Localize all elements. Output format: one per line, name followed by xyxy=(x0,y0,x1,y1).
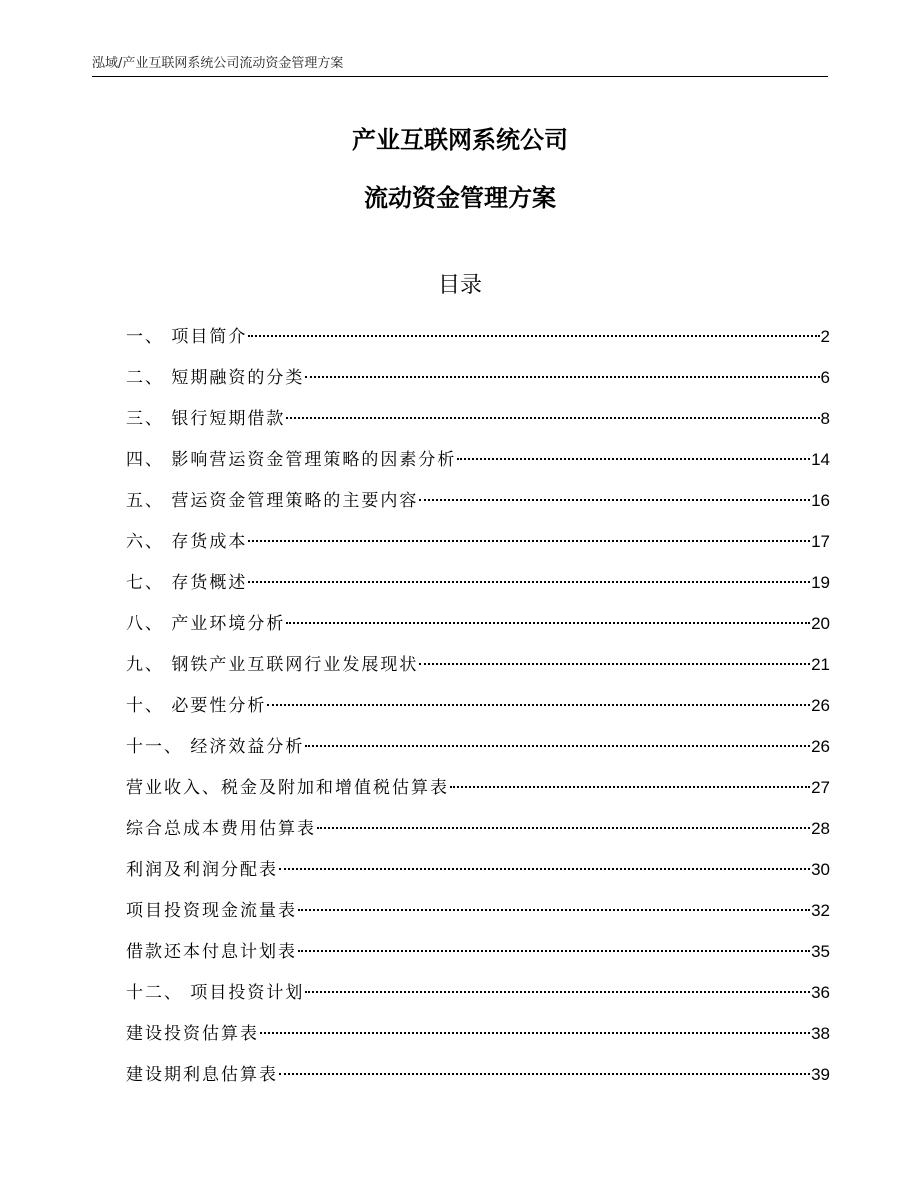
toc-entry-label: 十二、 项目投资计划 xyxy=(126,983,305,1003)
toc-entry[interactable] xyxy=(126,484,830,525)
toc-entry-label: 六、 存货成本 xyxy=(126,532,248,552)
toc-dot-leader xyxy=(298,950,810,952)
toc-entry-label: 九、 钢铁产业互联网行业发展现状 xyxy=(126,655,419,675)
toc-entry-page-number: 20 xyxy=(811,614,830,633)
toc-entry-label: 营业收入、税金及附加和增值税估算表 xyxy=(126,778,449,798)
toc-entry[interactable] xyxy=(126,443,830,484)
toc-dot-leader xyxy=(305,991,810,993)
toc-entry[interactable] xyxy=(126,402,830,443)
toc-entry[interactable] xyxy=(126,689,830,730)
toc-entry[interactable] xyxy=(126,607,830,648)
toc-entry[interactable] xyxy=(126,361,830,402)
toc-entry-page-number: 35 xyxy=(811,942,830,961)
toc-entry-label: 三、 银行短期借款 xyxy=(126,409,286,429)
toc-entry[interactable] xyxy=(126,853,830,894)
toc-dot-leader xyxy=(279,1073,810,1075)
toc-dot-leader xyxy=(298,909,810,911)
running-header-text: 泓域/产业互联网系统公司流动资金管理方案 xyxy=(92,56,344,71)
toc-entry[interactable] xyxy=(126,935,830,976)
toc-entry-label: 十一、 经济效益分析 xyxy=(126,737,305,757)
toc-entry-label: 建设投资估算表 xyxy=(126,1024,259,1044)
toc-entry-page-number: 30 xyxy=(811,860,830,879)
toc-entry[interactable] xyxy=(126,320,830,361)
toc-entry-label: 十、 必要性分析 xyxy=(126,696,267,716)
running-header xyxy=(92,54,828,77)
toc-dot-leader xyxy=(419,663,810,665)
toc-dot-leader xyxy=(457,458,810,460)
toc-entry-label: 综合总成本费用估算表 xyxy=(126,819,316,839)
toc-entry-page-number: 39 xyxy=(811,1065,830,1084)
table-of-contents xyxy=(126,320,830,1099)
toc-dot-leader xyxy=(248,335,819,337)
document-title-line-2: 流动资金管理方案 xyxy=(364,184,556,212)
toc-entry-page-number: 36 xyxy=(811,983,830,1002)
toc-dot-leader xyxy=(279,868,810,870)
toc-entry-page-number: 19 xyxy=(811,573,830,592)
toc-dot-leader xyxy=(305,376,819,378)
toc-entry[interactable] xyxy=(126,566,830,607)
toc-dot-leader xyxy=(260,1032,810,1034)
toc-entry-page-number: 26 xyxy=(811,737,830,756)
toc-entry-label: 借款还本付息计划表 xyxy=(126,942,297,962)
toc-dot-leader xyxy=(419,499,810,501)
toc-dot-leader xyxy=(305,745,810,747)
toc-entry-label: 五、 营运资金管理策略的主要内容 xyxy=(126,491,419,511)
toc-dot-leader xyxy=(286,622,810,624)
toc-entry[interactable] xyxy=(126,976,830,1017)
toc-dot-leader xyxy=(248,581,810,583)
toc-entry-page-number: 21 xyxy=(811,655,830,674)
toc-dot-leader xyxy=(248,540,810,542)
toc-entry-label: 项目投资现金流量表 xyxy=(126,901,297,921)
toc-entry[interactable] xyxy=(126,525,830,566)
toc-heading: 目录 xyxy=(437,273,482,298)
toc-entry-page-number: 17 xyxy=(811,532,830,551)
toc-entry-page-number: 6 xyxy=(820,368,830,387)
toc-dot-leader xyxy=(286,417,819,419)
toc-entry[interactable] xyxy=(126,1058,830,1099)
toc-entry-label: 八、 产业环境分析 xyxy=(126,614,286,634)
toc-entry-page-number: 38 xyxy=(811,1024,830,1043)
toc-entry-label: 七、 存货概述 xyxy=(126,573,248,593)
toc-entry-page-number: 28 xyxy=(811,819,830,838)
toc-entry[interactable] xyxy=(126,730,830,771)
toc-entry[interactable] xyxy=(126,894,830,935)
toc-entry-page-number: 26 xyxy=(811,696,830,715)
toc-entry[interactable] xyxy=(126,648,830,689)
toc-dot-leader xyxy=(450,786,810,788)
toc-entry[interactable] xyxy=(126,771,830,812)
toc-entry-label: 利润及利润分配表 xyxy=(126,860,278,880)
toc-entry[interactable] xyxy=(126,812,830,853)
toc-dot-leader xyxy=(267,704,810,706)
toc-entry-label: 二、 短期融资的分类 xyxy=(126,368,305,388)
toc-entry[interactable] xyxy=(126,1017,830,1058)
toc-entry-page-number: 8 xyxy=(820,409,830,428)
document-title-line-1: 产业互联网系统公司 xyxy=(352,126,568,154)
toc-entry-page-number: 32 xyxy=(811,901,830,920)
toc-entry-page-number: 27 xyxy=(811,778,830,797)
toc-entry-label: 建设期利息估算表 xyxy=(126,1065,278,1085)
toc-entry-label: 一、 项目简介 xyxy=(126,327,248,347)
toc-entry-label: 四、 影响营运资金管理策略的因素分析 xyxy=(126,450,457,470)
toc-dot-leader xyxy=(317,827,810,829)
toc-entry-page-number: 16 xyxy=(811,491,830,510)
toc-entry-page-number: 14 xyxy=(811,450,830,469)
toc-entry-page-number: 2 xyxy=(820,327,830,346)
